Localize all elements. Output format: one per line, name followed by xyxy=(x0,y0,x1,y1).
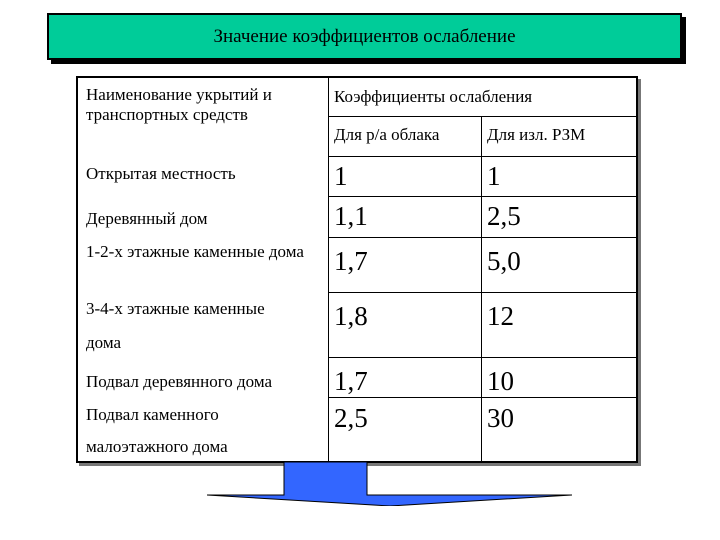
grid-line-v1 xyxy=(328,78,329,461)
row-value-cloud: 1,8 xyxy=(334,301,368,331)
row-name-line2: малоэтажного дома xyxy=(86,437,228,456)
grid-line-h6 xyxy=(328,357,636,358)
sub-header-rzm: Для изл. РЗМ xyxy=(487,125,586,144)
grid-line-v2 xyxy=(481,116,482,461)
row-value-cloud: 1 xyxy=(334,161,348,191)
grid-line-h1 xyxy=(328,116,636,117)
title-banner xyxy=(47,13,682,60)
header-name: Наименование укрытий и транспортных средств xyxy=(86,85,272,125)
row-value-rzm: 12 xyxy=(487,301,514,331)
row-value-rzm: 2,5 xyxy=(487,201,521,231)
sub-header-cloud: Для р/а облака xyxy=(334,125,440,144)
grid-line-h2 xyxy=(328,156,636,157)
row-value-rzm: 10 xyxy=(487,366,514,396)
row-name: Деревянный дом xyxy=(86,209,208,228)
row-name: Открытая местность xyxy=(86,164,236,183)
row-value-cloud: 2,5 xyxy=(334,403,368,433)
page-title: Значение коэффициентов ослабление xyxy=(213,25,516,47)
header-coeff: Коэффициенты ослабления xyxy=(334,87,533,106)
row-value-cloud: 1,7 xyxy=(334,246,368,276)
grid-line-h3 xyxy=(328,196,636,197)
row-value-cloud: 1,7 xyxy=(334,366,368,396)
grid-line-h5 xyxy=(328,292,636,293)
arrow-shape xyxy=(207,462,572,506)
row-name-line1: 3-4-х этажные каменные xyxy=(86,299,265,318)
row-name-line1: Подвал каменного xyxy=(86,405,219,424)
attenuation-table xyxy=(76,76,638,463)
row-name: 1-2-х этажные каменные дома xyxy=(86,242,304,261)
row-value-rzm: 1 xyxy=(487,161,501,191)
row-value-rzm: 5,0 xyxy=(487,246,521,276)
row-name-line2: дома xyxy=(86,333,122,352)
row-value-cloud: 1,1 xyxy=(334,201,368,231)
row-value-rzm: 30 xyxy=(487,403,514,433)
row-name: Подвал деревянного дома xyxy=(86,372,273,391)
grid-line-h7 xyxy=(328,397,636,398)
down-arrow-icon xyxy=(207,462,572,506)
grid-line-h4 xyxy=(328,237,636,238)
